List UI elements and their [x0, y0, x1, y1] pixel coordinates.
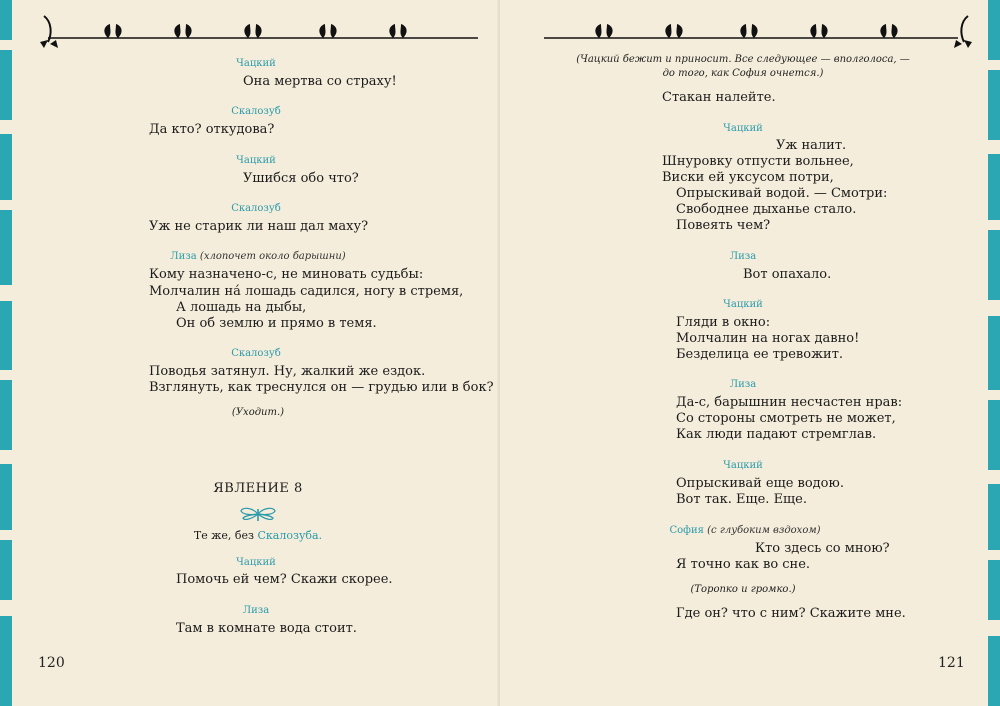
verse-line: А лошадь на дыбы, [176, 300, 307, 315]
verse-line: Она мертва со страху! [243, 74, 397, 89]
speaker-sofia [669, 525, 820, 537]
verse-line: Шнуровку отпусти вольнее, [662, 154, 854, 169]
verse-line: Где он? что с ним? Скажите мне. [676, 606, 906, 621]
verse-line: Молчалин на ногах давно! [676, 331, 860, 346]
speaker-liza: Лиза [242, 605, 270, 616]
verse-line: Стакан налейте. [662, 90, 776, 105]
verse-line: Ушибся обо что? [243, 171, 359, 186]
verse-line: Опрыскивай водой. — Смотри: [676, 186, 888, 201]
verse-line: Кто здесь со мною? [755, 541, 890, 556]
speaker-skalozub: Скалозуб [231, 106, 281, 117]
scene-title: ЯВЛЕНИЕ 8 [213, 481, 303, 496]
verse-line: Виски ей уксусом потри, [662, 170, 834, 185]
verse-line: Вот так. Еще. Еще. [676, 492, 807, 507]
verse-line: Свободнее дыханье стало. [676, 202, 857, 217]
page-number-right: 121 [938, 655, 965, 671]
right-page [500, 0, 1000, 706]
verse-line: Как люди падают стремглав. [676, 427, 877, 442]
speaker-chatsky: Чацкий [723, 299, 763, 310]
verse-line: Повеять чем? [676, 218, 771, 233]
verse-line: Да-с, барышнин несчастен нрав: [676, 395, 903, 410]
decorative-band-left [0, 0, 12, 706]
cast-prefix: Те же, без [193, 529, 258, 542]
cast-name: Скалозуба. [257, 529, 323, 542]
decorative-band-right [988, 0, 1000, 706]
stage-direction: (Уходит.) [231, 407, 285, 418]
verse-line: Безделица ее тревожит. [676, 347, 844, 362]
verse-line: Опрыскивай еще водою. [676, 476, 844, 491]
vine-ornament-icon [544, 12, 974, 52]
verse-line: Я точно как во сне. [676, 557, 811, 572]
speaker-liza: Лиза [729, 251, 757, 262]
stage-direction: до того, как София очнется.) [662, 68, 824, 79]
verse-line: Уж налит. [776, 138, 847, 153]
speaker-chatsky: Чацкий [236, 557, 276, 568]
speaker-name: София [669, 525, 704, 536]
verse-line: Кому назначено-с, не миновать судьбы: [149, 267, 424, 282]
speaker-chatsky: Чацкий [723, 460, 763, 471]
page-number-left: 120 [38, 655, 65, 671]
verse-line: Поводья затянул. Ну, жалкий же ездок. [149, 364, 426, 379]
verse-line: Вот опахало. [743, 267, 832, 282]
verse-line: Уж не старик ли наш дал маху? [149, 219, 369, 234]
verse-line: Молчалин на́ лошадь садился, ногу в стремя, [149, 284, 464, 299]
verse-line: Гляди в окно: [676, 315, 771, 330]
speaker-liza: Лиза [729, 379, 757, 390]
speaker-skalozub: Скалозуб [231, 348, 281, 359]
stage-note: (с глубоким вздохом) [707, 525, 821, 536]
speaker-chatsky: Чацкий [236, 58, 276, 69]
speaker-name: Лиза [170, 251, 197, 262]
stage-direction: (Чацкий бежит и приносит. Все следующее — вполголоса, — [576, 54, 910, 65]
scene-cast [194, 528, 322, 544]
speaker-liza [170, 251, 345, 263]
verse-line: Он об землю и прямо в темя. [176, 316, 377, 331]
speaker-chatsky: Чацкий [236, 155, 276, 166]
stage-direction: (Торопко и громко.) [690, 584, 796, 595]
dragonfly-ornament-icon [238, 505, 278, 523]
stage-note: (хлопочет около барышни) [199, 251, 346, 262]
vine-ornament-icon [38, 12, 478, 52]
verse-line: Да кто? откудова? [149, 122, 275, 137]
verse-line: Там в комнате вода стоит. [176, 621, 357, 636]
verse-line: Помочь ей чем? Скажи скорее. [176, 572, 393, 587]
speaker-skalozub: Скалозуб [231, 203, 281, 214]
verse-line: Взглянуть, как треснулся он — грудью или в бок? [149, 380, 494, 395]
speaker-chatsky: Чацкий [723, 123, 763, 134]
verse-line: Со стороны смотреть не может, [676, 411, 896, 426]
